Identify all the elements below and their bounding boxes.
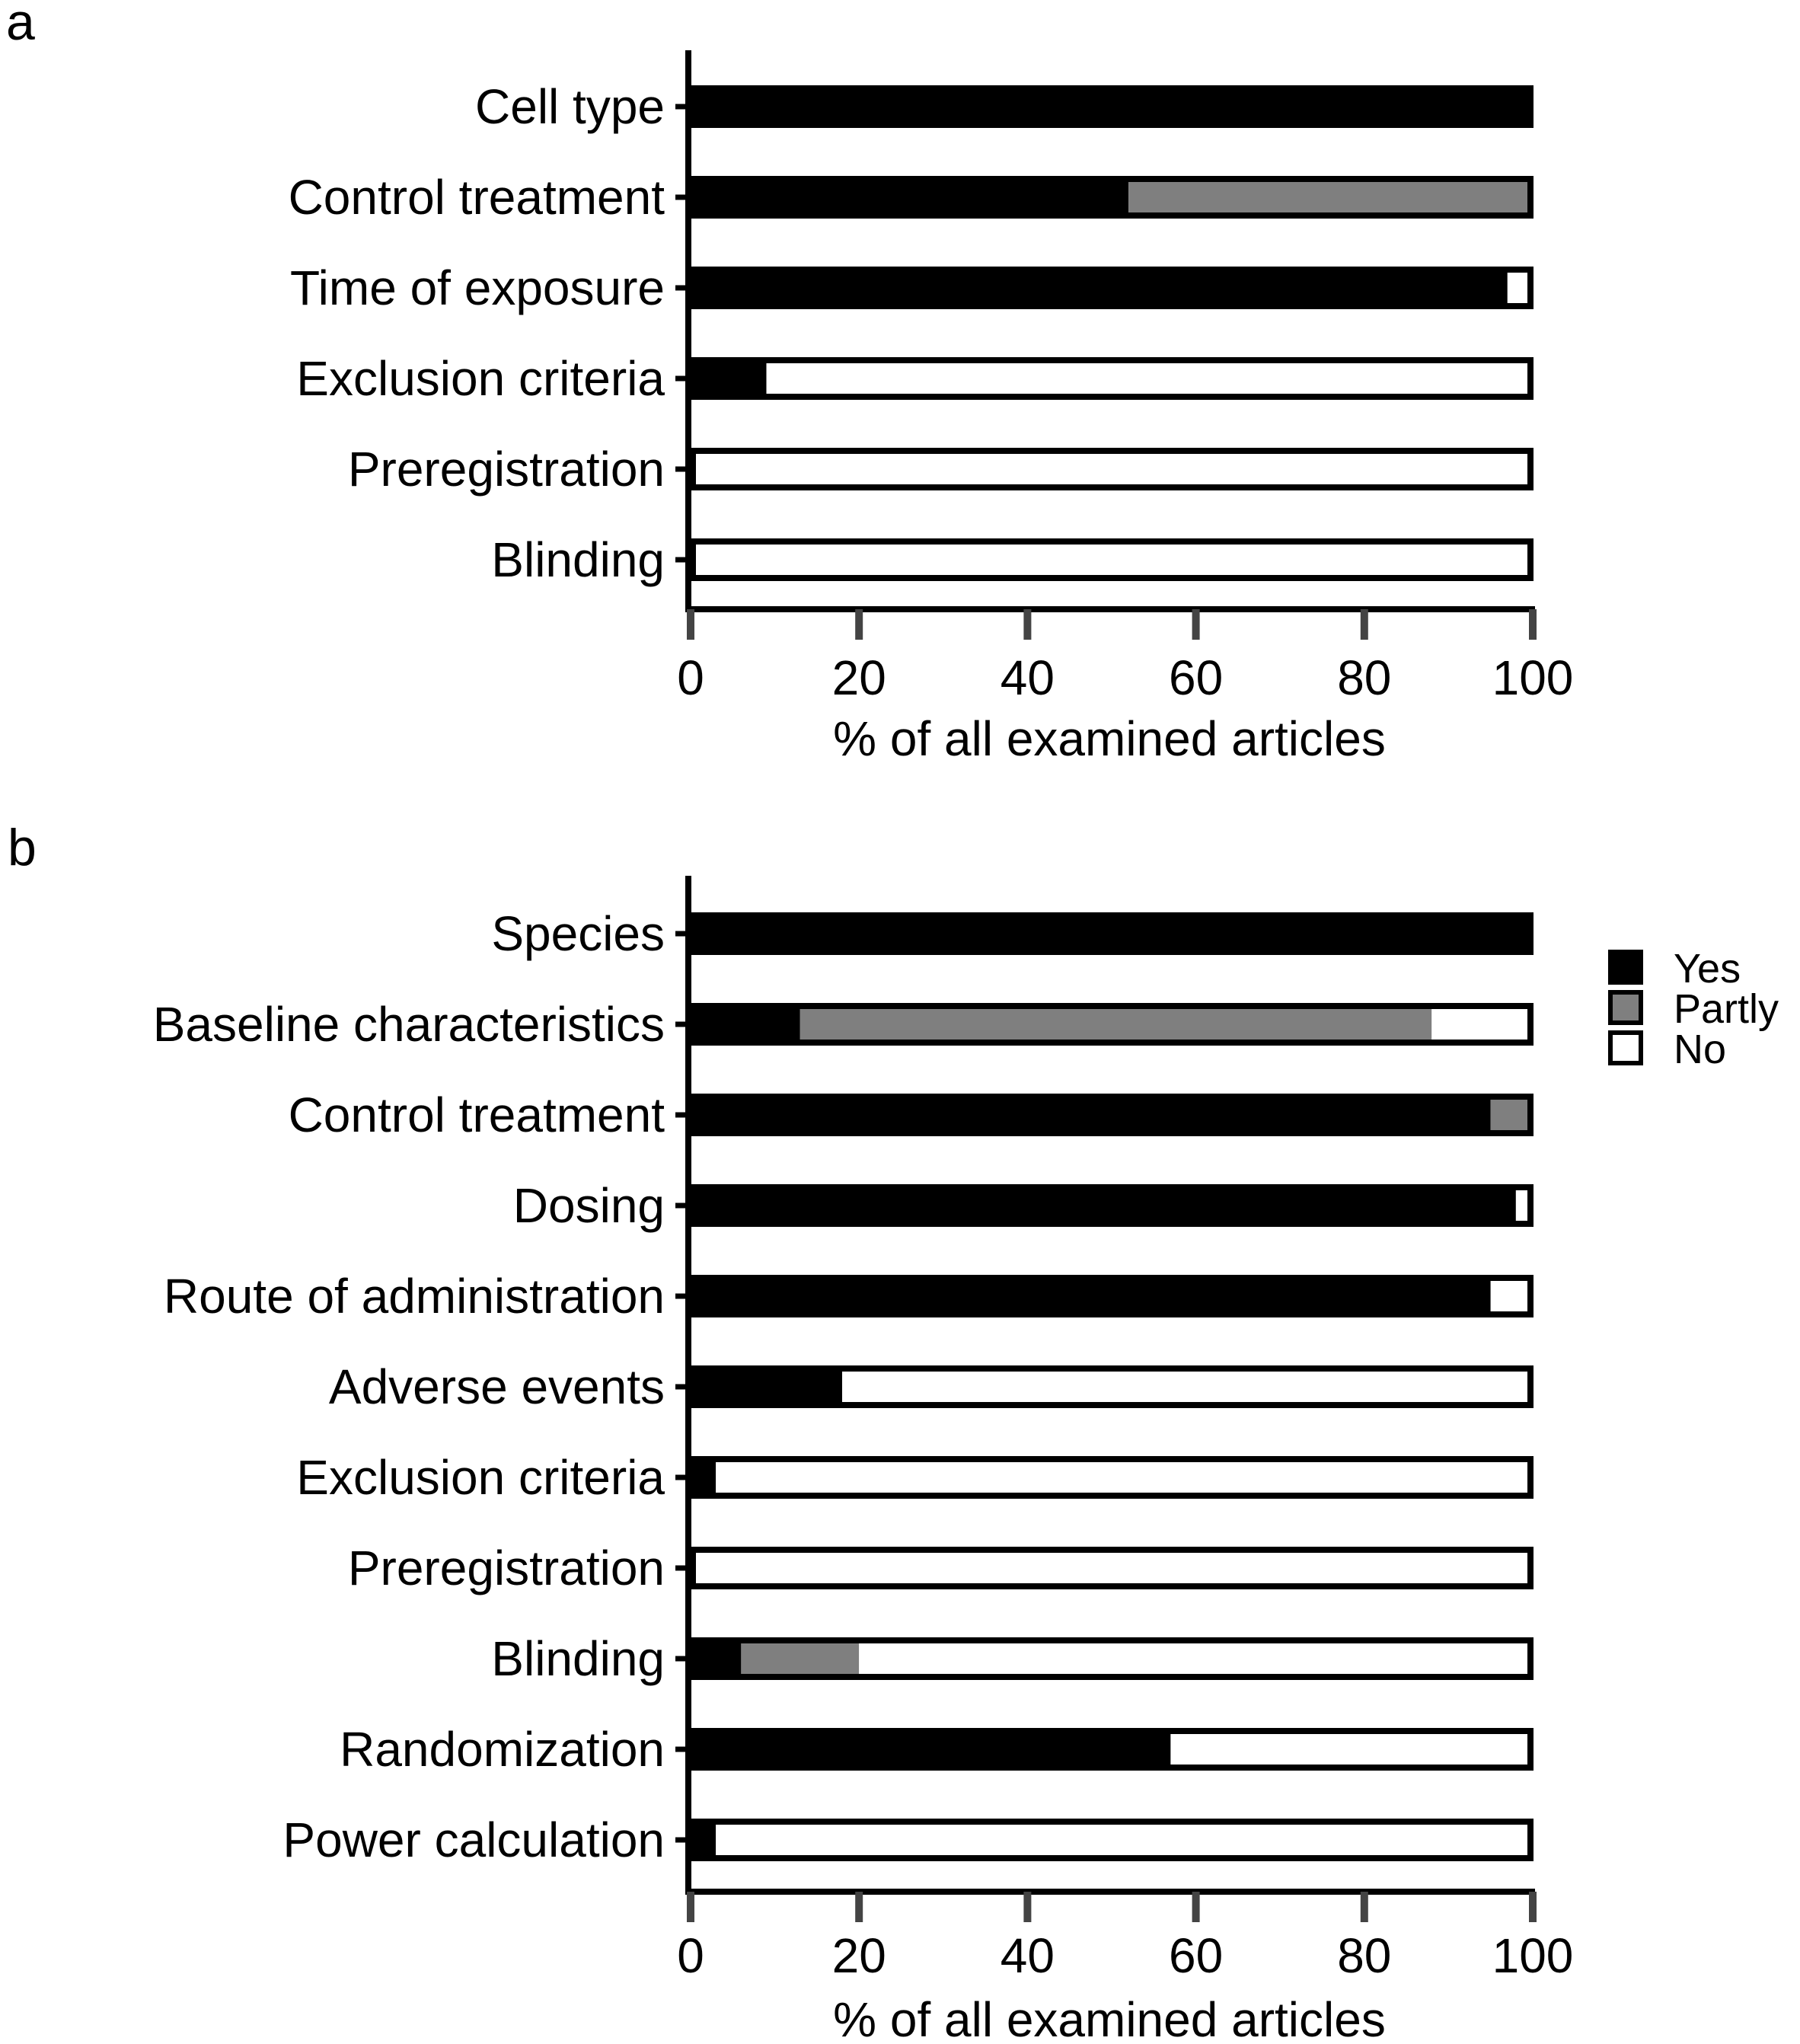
panel-b-x-tick-label: 0	[677, 1928, 704, 1983]
panel-b-bar-segment-no	[842, 1366, 1533, 1407]
panel-a-category-label: Cell type	[475, 79, 665, 134]
panel-b-bar-segment-partly	[800, 1004, 1432, 1045]
panel-b-bar-segment-yes	[691, 913, 1533, 954]
panel-b-bar-segment-yes	[691, 1729, 1170, 1770]
panel-a-bar-segment-no	[691, 539, 1533, 580]
panel-b-bar-segment-yes	[691, 1366, 842, 1407]
panel-b-x-tick-label: 80	[1337, 1928, 1392, 1983]
panel-b-category-label: Exclusion criteria	[296, 1450, 665, 1505]
panel-b-bar-segment-no	[691, 1547, 1533, 1589]
panel-a-bar-segment-yes	[691, 358, 767, 399]
panel-b-x-tick-label: 100	[1492, 1928, 1574, 1983]
panel-b-bar-segment-yes	[691, 1638, 741, 1679]
panel-a-bar-segment-yes	[691, 267, 1508, 308]
panel-b-bars	[691, 913, 1533, 1860]
panel-b-chart	[8, 819, 1573, 2044]
panel-b-letter: b	[8, 819, 37, 877]
panel-b-bar-segment-no	[1491, 1276, 1533, 1317]
panel-a-bar-segment-yes	[691, 86, 1533, 127]
panel-b-bar-segment-yes	[691, 1276, 1491, 1317]
panel-b-bar-segment-partly	[1491, 1094, 1533, 1135]
panel-b-category-label: Randomization	[340, 1722, 665, 1777]
panel-a-x-tick-label: 40	[1000, 650, 1055, 705]
legend-swatch-no	[1610, 1033, 1641, 1063]
panel-b-x-tick-label: 40	[1000, 1928, 1055, 1983]
panel-a-x-tick-label: 100	[1492, 650, 1574, 705]
panel-a-x-tick-label: 20	[831, 650, 886, 705]
panel-b-bar-segment-no	[716, 1457, 1533, 1498]
panel-a-bar-segment-partly	[1128, 177, 1533, 218]
panel-b-category-label: Control treatment	[288, 1087, 665, 1142]
panel-b-bar-segment-partly	[741, 1638, 859, 1679]
legend-swatch-yes	[1610, 952, 1641, 982]
panel-a-category-label: Preregistration	[347, 442, 665, 497]
panel-b-category-label: Baseline characteristics	[152, 997, 665, 1052]
panel-b-category-label: Dosing	[512, 1178, 665, 1233]
legend-label-yes: Yes	[1674, 946, 1741, 992]
panel-b-x-tick-label: 20	[831, 1928, 886, 1983]
legend-label-partly: Partly	[1674, 986, 1779, 1032]
panel-a-bar-segment-no	[767, 358, 1533, 399]
panel-a-category-label: Control treatment	[288, 170, 665, 225]
panel-b-category-label: Blinding	[491, 1631, 665, 1686]
legend-label-no: No	[1674, 1027, 1727, 1072]
panel-a-letter: a	[6, 0, 35, 51]
panel-b-x-axis-title: % of all examined articles	[833, 1992, 1386, 2044]
panel-b-bar-segment-no	[1431, 1004, 1533, 1045]
panel-b-bar-segment-yes	[691, 1185, 1516, 1226]
legend-item-partly	[1610, 986, 1779, 1032]
panel-b-bar-segment-no	[859, 1638, 1533, 1679]
panel-b-category-label: Species	[491, 906, 665, 961]
panel-b-bar-segment-yes	[691, 1094, 1491, 1135]
legend-item-no	[1610, 1027, 1726, 1072]
panel-b-x-tick-label: 60	[1169, 1928, 1224, 1983]
legend-item-yes	[1610, 946, 1741, 992]
panel-b-category-label: Preregistration	[347, 1541, 665, 1595]
panel-a-category-label: Blinding	[491, 532, 665, 587]
panel-a-bar-segment-no	[691, 449, 1533, 490]
panel-b-bar-segment-no	[1170, 1729, 1533, 1770]
panel-a-chart	[6, 0, 1573, 766]
panel-b-category-label: Power calculation	[282, 1812, 665, 1867]
panel-a-category-label: Time of exposure	[289, 260, 665, 315]
panel-b-category-label: Adverse events	[328, 1359, 665, 1414]
panel-b-bar-segment-yes	[691, 1004, 800, 1045]
panel-a-x-axis-title: % of all examined articles	[833, 711, 1386, 766]
legend-swatch-partly	[1610, 992, 1641, 1023]
legend	[1610, 946, 1779, 1072]
panel-a-x-tick-label: 60	[1169, 650, 1224, 705]
panel-a-x-tick-label: 0	[677, 650, 704, 705]
panel-a-bars	[691, 86, 1533, 580]
panel-b-bar-segment-no	[716, 1819, 1533, 1860]
panel-a-bar-segment-yes	[691, 177, 1128, 218]
panel-a-category-label: Exclusion criteria	[296, 351, 665, 406]
panel-a-x-tick-label: 80	[1337, 650, 1392, 705]
panel-b-category-label: Route of administration	[163, 1269, 665, 1324]
